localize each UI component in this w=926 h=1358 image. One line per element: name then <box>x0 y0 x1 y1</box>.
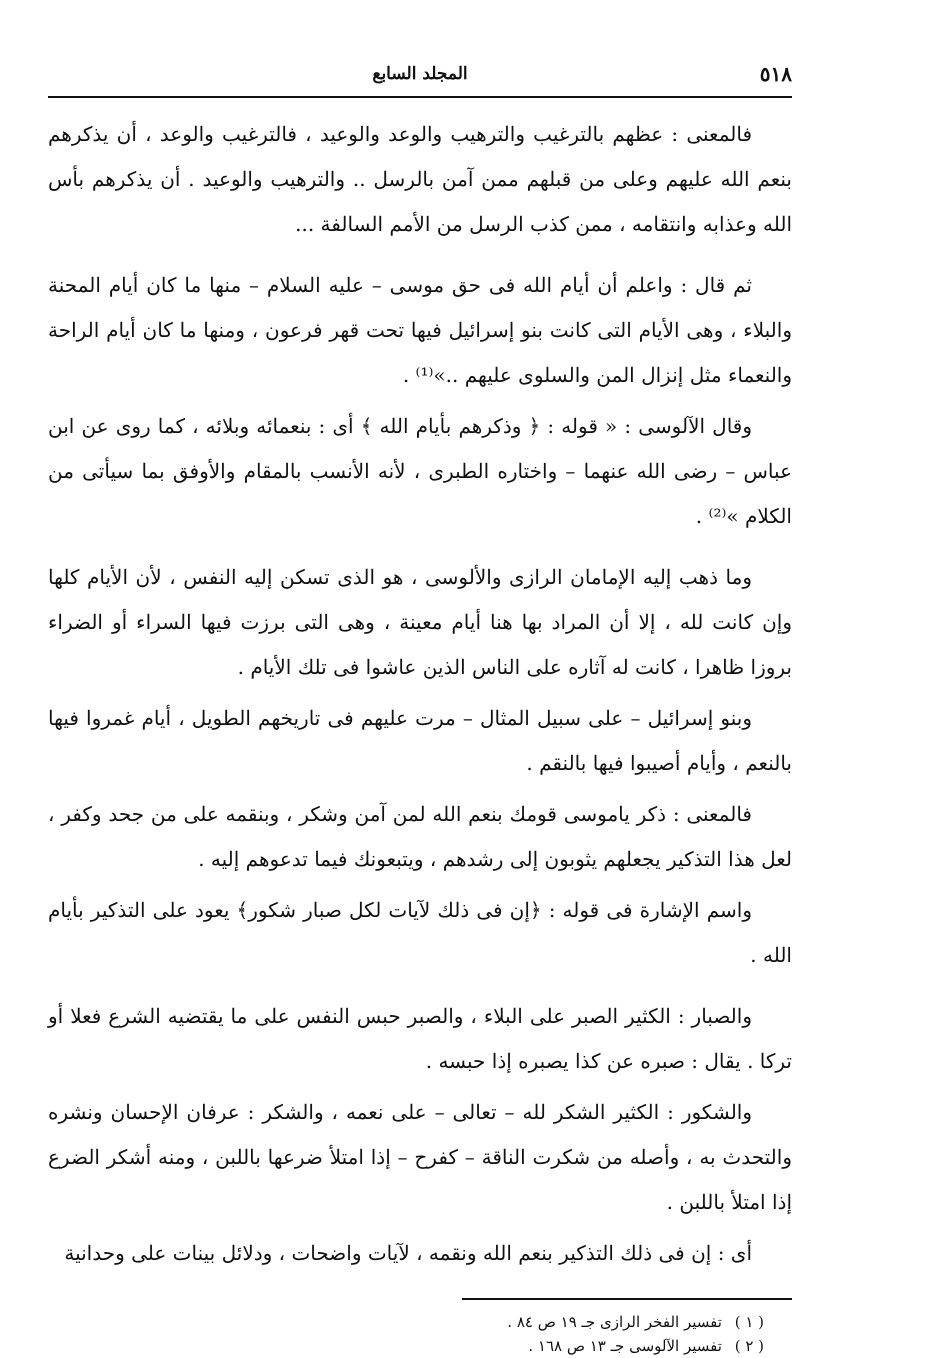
footnote <box>48 1334 764 1358</box>
paragraph: وقال الآلوسى : « قوله : ﴿ وذكرهم بأيام الله ﴾ أى : بنعمائه وبلائه ، كما روى عن ابن عباس – رضى الله عنهما – واختاره الطبرى ، لأنه الأنسب بالمقام والأوفق بما سيأتى من الكلام »⁽²⁾ . <box>48 414 792 528</box>
paragraph: فالمعنى : ذكر ياموسى قومك بنعم الله لمن آمن وشكر ، وبنقمه على من جحد وكفر ، لعل هذا التذكير يجعلهم يثوبون إلى رشدهم ، ويتبعونك فيما تدعوهم إليه . <box>48 802 792 871</box>
footnote-marker: ( ٢ ) <box>734 1337 764 1355</box>
running-title: المجلد السابع <box>372 64 468 84</box>
page-header <box>48 60 792 98</box>
footnote <box>48 1310 764 1334</box>
page-number: ٥١٨ <box>759 62 792 86</box>
footnote-marker: ( ١ ) <box>734 1313 764 1331</box>
footnote-text: تفسير الفخر الرازى جـ ١٩ ص ٨٤ . <box>507 1313 722 1331</box>
paragraph: والصبار : الكثير الصبر على البلاء ، والصبر حبس النفس على ما يقتضيه الشرع فعلا أو تركا . يقال : صبره عن كذا يصبره إذا حبسه . <box>48 1004 792 1073</box>
paragraph: واسم الإشارة فى قوله : ﴿إن فى ذلك لآيات لكل صبار شكور﴾ يعود على التذكير بأيام الله . <box>48 898 792 967</box>
paragraph: وبنو إسرائيل – على سبيل المثال – مرت عليهم فى تاريخهم الطويل ، أيام غمروا فيها بالنعم ، وأيام أصيبوا فيها بالنقم . <box>48 706 792 775</box>
footnotes <box>48 1310 764 1358</box>
footnote-separator <box>462 1298 792 1300</box>
paragraph: ثم قال : واعلم أن أيام الله فى حق موسى – عليه السلام – منها ما كان أيام المحنة والبلاء ، وهى الأيام التى كانت بنو إسرائيل فيها تحت قهر فرعون ، ومنها ما كان أيام الراحة والنعماء مثل إنزال المن والسلوى عليهم ..»⁽¹⁾ . <box>48 273 792 387</box>
footnote-text: تفسير الآلوسى جـ ١٣ ص ١٦٨ . <box>528 1337 722 1355</box>
book-page <box>48 60 792 1355</box>
paragraph: أى : إن فى ذلك التذكير بنعم الله ونقمه ، لآيات واضحات ، ودلائل بينات على وحدانية <box>64 1241 752 1265</box>
body-text <box>48 112 792 1276</box>
paragraph: فالمعنى : عظهم بالترغيب والترهيب والوعد والوعيد ، فالترغيب والوعد ، أن يذكرهم بنعم الله عليهم وعلى من قبلهم ممن آمن بالرسل .. والترهيب والوعيد . أن يذكرهم بأس الله وعذابه وانتقامه ، ممن كذب الرسل من الأمم السالفة ... <box>48 122 792 236</box>
paragraph: والشكور : الكثير الشكر لله – تعالى – على نعمه ، والشكر : عرفان الإحسان ونشره والتحدث به ، وأصله من شكرت الناقة – كفرح – إذا امتلأ ضرعها باللبن ، ومنه أشكر الضرع إذا امتلأ باللبن . <box>48 1100 792 1214</box>
paragraph: وما ذهب إليه الإمامان الرازى والألوسى ، هو الذى تسكن إليه النفس ، لأن الأيام كلها وإن كانت لله ، إلا أن المراد بها هنا أيام معينة ، وهى التى برزت فيها السراء أو الضراء بروزا ظاهرا ، كانت له آثاره على الناس الذين عاشوا فى تلك الأيام . <box>48 565 792 679</box>
